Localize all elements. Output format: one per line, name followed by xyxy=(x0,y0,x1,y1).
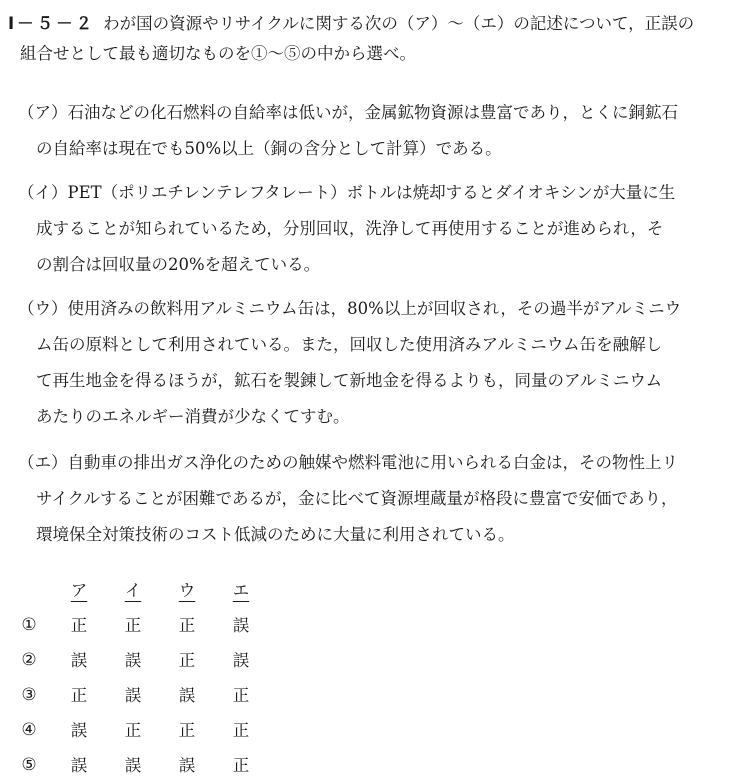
statement-line: の割合は回収量の20%を超えている。 xyxy=(36,255,321,274)
choice-value: 誤 xyxy=(178,686,196,705)
statement-line: （ア）石油などの化石燃料の自給率は低いが，金属鉱物資源は豊富であり，とくに銅鉱石 xyxy=(18,103,678,122)
answer-choice-2[interactable] xyxy=(18,643,318,678)
choice-value: 誤 xyxy=(70,721,88,740)
statement-b xyxy=(18,175,740,283)
choice-value: 正 xyxy=(232,721,250,740)
statement-c xyxy=(18,291,740,435)
choice-value: 正 xyxy=(232,756,250,775)
statement-line: 環境保全対策技術のコスト低減のために大量に利用されている。 xyxy=(36,525,515,544)
choice-number: ② xyxy=(21,650,37,670)
choice-value: 誤 xyxy=(232,616,250,635)
answer-table xyxy=(18,573,318,783)
statement-line: の自給率は現在でも50%以上（銅の含分として計算）である。 xyxy=(36,139,502,158)
choice-value: 正 xyxy=(232,686,250,705)
header-b: イ xyxy=(124,581,142,600)
statement-d xyxy=(18,445,740,553)
choice-value: 誤 xyxy=(124,651,142,670)
choice-value: 誤 xyxy=(232,651,250,670)
choice-value: 誤 xyxy=(70,651,88,670)
choice-value: 正 xyxy=(70,686,88,705)
statement-line: （エ）自動車の排出ガス浄化のための触媒や燃料電池に用いられる白金は，その物性上リ xyxy=(18,453,678,472)
choice-value: 正 xyxy=(124,616,142,635)
choice-value: 誤 xyxy=(70,756,88,775)
header-d: エ xyxy=(232,581,250,600)
choice-number: ① xyxy=(21,615,37,635)
statement-line: サイクルすることが困難であるが，金に比べて資源埋蔵量が格段に豊富で安価であり， xyxy=(36,489,678,508)
choice-number: ⑤ xyxy=(21,755,37,775)
choice-number: ③ xyxy=(21,685,37,705)
choice-value: 正 xyxy=(178,721,196,740)
statement-line: あたりのエネルギー消費が少なくてすむ。 xyxy=(36,407,350,426)
choice-value: 正 xyxy=(178,616,196,635)
statement-line: 成することが知られているため，分別回収，洗浄して再使用することが進められ，そ xyxy=(36,219,664,238)
answer-table-header xyxy=(18,573,318,608)
header-c: ウ xyxy=(178,581,196,600)
answer-choice-4[interactable] xyxy=(18,713,318,748)
answer-choice-1[interactable] xyxy=(18,608,318,643)
answer-choice-3[interactable] xyxy=(18,678,318,713)
header-a: ア xyxy=(70,581,88,600)
answer-choice-5[interactable] xyxy=(18,748,318,783)
choice-value: 誤 xyxy=(124,756,142,775)
statement-line: （ウ）使用済みの飲料用アルミニウム缶は，80%以上が回収され，その過半がアルミニウ xyxy=(18,299,682,318)
choice-number: ④ xyxy=(21,720,37,740)
question-number: Ⅰ－５－２ xyxy=(8,14,96,33)
choice-value: 正 xyxy=(124,721,142,740)
statement-a xyxy=(18,95,740,167)
statement-line: （イ）PET（ポリエチレンテレフタレート）ボトルは焼却するとダイオキシンが大量に生 xyxy=(18,183,676,202)
choice-value: 誤 xyxy=(178,756,196,775)
question-text-line-2: 組合せとして最も適切なものを①～⑤の中から選べ。 xyxy=(20,44,416,63)
choice-value: 正 xyxy=(70,616,88,635)
statement-line: ム缶の原料として利用されている。また，回収した使用済みアルミニウム缶を融解し xyxy=(36,335,663,354)
question-text-line-1: わが国の資源やリサイクルに関する次の（ア）～（エ）の記述について，正誤の xyxy=(103,14,695,33)
choice-value: 正 xyxy=(178,651,196,670)
statement-line: て再生地金を得るほうが，鉱石を製錬して新地金を得るよりも，同量のアルミニウム xyxy=(36,371,663,390)
question-header xyxy=(8,9,738,69)
choice-value: 誤 xyxy=(124,686,142,705)
